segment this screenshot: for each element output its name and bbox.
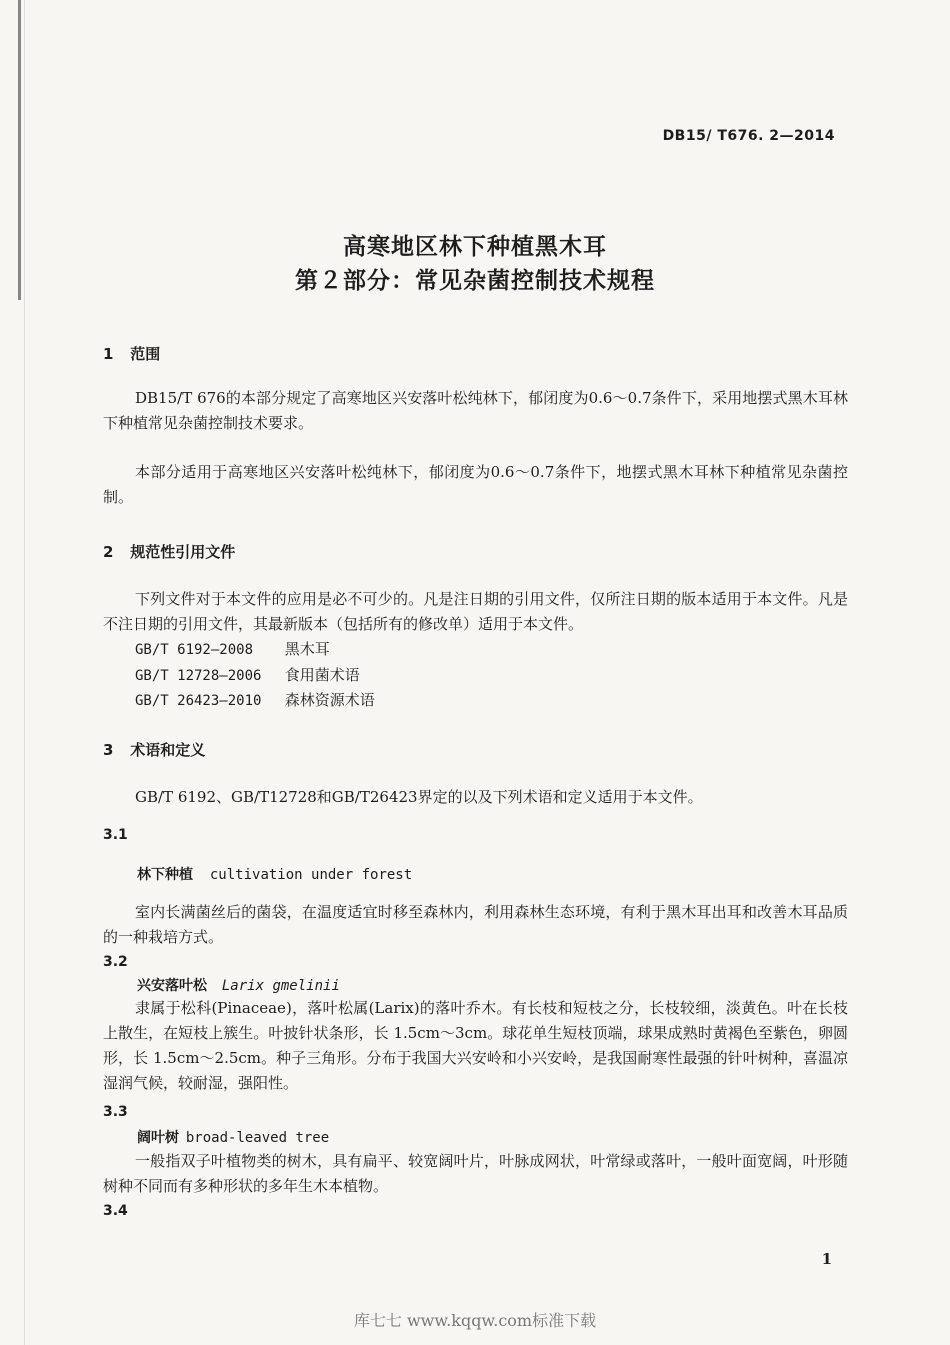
- scan-border-line: [24, 0, 25, 1345]
- doc-title-line1: 高寒地区林下种植黑木耳: [343, 234, 607, 260]
- section-1-para-2: 本部分适用于高寒地区兴安落叶松纯林下，郁闭度为0.6～0.7条件下，地摆式黑木耳林下种植常见杂菌控制。: [103, 463, 848, 506]
- section-2-heading: [103, 541, 235, 562]
- doc-title-line2: 第２部分：常见杂菌控制技术规程: [295, 268, 655, 294]
- reference-title: 森林资源术语: [284, 691, 375, 709]
- term-english: broad-leaved tree: [185, 1130, 330, 1146]
- section-3-heading: [103, 739, 205, 760]
- term-number-3-2: 3.2: [103, 954, 128, 970]
- section-1-para-1: DB15/T 676的本部分规定了高寒地区兴安落叶松纯林下，郁闭度为0.6～0.7条件下，采用地摆式黑木耳林下种植常见杂菌控制技术要求。: [103, 389, 848, 432]
- section-2-para-1: 下列文件对于本文件的应用是必不可少的。凡是注日期的引用文件，仅所注日期的版本适用于本文件。凡是不注日期的引用文件，其最新版本（包括所有的修改单）适用于本文件。: [103, 590, 848, 633]
- term-number-3-1: 3.1: [103, 827, 128, 843]
- section-title: 规范性引用文件: [130, 543, 236, 561]
- term-3-3-heading: [137, 1127, 329, 1147]
- term-number-3-3: 3.3: [103, 1104, 128, 1120]
- term-3-1-heading: [137, 864, 412, 884]
- term-chinese: 阔叶树: [137, 1130, 179, 1146]
- section-title: 范围: [130, 345, 161, 363]
- term-3-2-heading: [137, 975, 340, 995]
- reference-code: GB/T 6192—2008: [135, 642, 254, 658]
- term-english: cultivation under forest: [209, 867, 413, 883]
- section-3-para-1: GB/T 6192、GB/T12728和GB/T26423界定的以及下列术语和定义适用于本文件。: [135, 788, 703, 806]
- reference-code: GB/T 26423—2010: [135, 693, 262, 709]
- term-latin-name: Larix gmelinii: [221, 978, 340, 994]
- term-3-2-definition: 隶属于松科(Pinaceae)，落叶松属(Larix)的落叶乔木。有长枝和短枝之分，长枝较细，淡黄色。叶在长枝上散生，在短枝上簇生。叶披针状条形，长 1.5cm～3cm。球花单生短枝顶端，球果成熟时黄褐色至紫色，卵圆形，长 1.5cm～2.5cm。种子三角形。分布于我国大兴安岭和小兴安岭，是我国耐寒性最强的针叶树种，喜温凉湿润气候，较耐湿，强阳性。: [103, 999, 848, 1092]
- normative-reference: [135, 638, 330, 659]
- page-number: 1: [821, 1250, 832, 1268]
- term-3-1-definition: 室内长满菌丝后的菌袋，在温度适宜时移至森林内，利用森林生态环境，有利于黑木耳出耳和改善木耳品质的一种栽培方式。: [103, 903, 848, 946]
- term-chinese: 兴安落叶松: [137, 978, 207, 994]
- section-number: 1: [103, 345, 114, 363]
- normative-reference: [135, 689, 375, 710]
- section-number: 2: [103, 543, 114, 561]
- section-title: 术语和定义: [130, 741, 206, 759]
- standard-code: DB15/ T676. 2—2014: [662, 128, 835, 144]
- reference-title: 黑木耳: [284, 640, 330, 658]
- reference-title: 食用菌术语: [284, 666, 360, 684]
- term-chinese: 林下种植: [137, 867, 193, 883]
- reference-code: GB/T 12728—2006: [135, 668, 262, 684]
- section-number: 3: [103, 741, 114, 759]
- term-3-3-definition: 一般指双子叶植物类的树木，具有扁平、较宽阔叶片，叶脉成网状，叶常绿或落叶，一般叶面宽阔，叶形随树种不同而有多种形状的多年生木本植物。: [103, 1152, 848, 1195]
- normative-reference: [135, 664, 360, 685]
- footer-watermark: 库七七 www.kqqw.com标准下载: [353, 1311, 597, 1330]
- section-1-heading: [103, 343, 160, 364]
- term-number-3-4: 3.4: [103, 1203, 128, 1219]
